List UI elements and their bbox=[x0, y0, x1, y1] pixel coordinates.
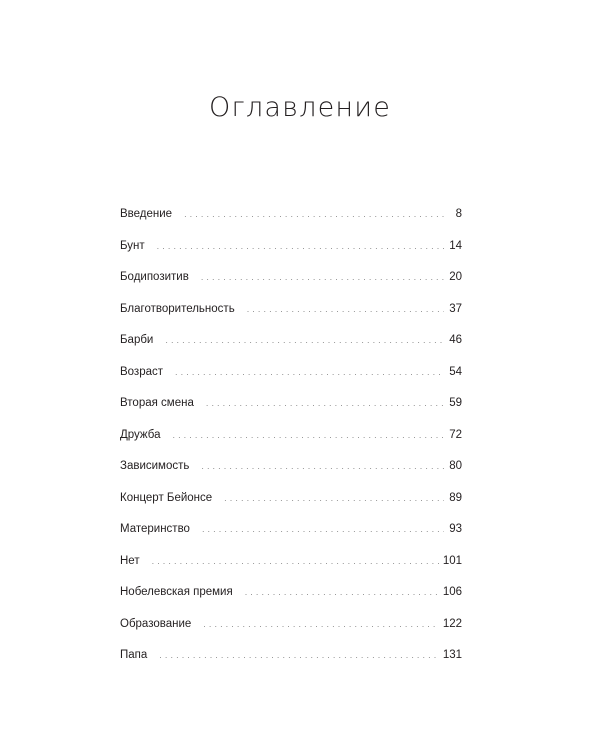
toc-dot-leader bbox=[201, 267, 444, 287]
toc-page-number: 8 bbox=[455, 208, 462, 220]
toc-page-number: 72 bbox=[449, 428, 462, 441]
toc-page-number: 54 bbox=[449, 365, 462, 378]
toc-entry-label: Бунт bbox=[120, 239, 145, 252]
toc-entry-label: Материнство bbox=[120, 523, 190, 535]
toc-entry-label: Зависимость bbox=[120, 460, 190, 472]
toc-entry-label: Образование bbox=[120, 617, 192, 630]
toc-dot-leader bbox=[203, 614, 439, 634]
toc-entry[interactable] bbox=[120, 425, 462, 457]
toc-page-number: 80 bbox=[449, 460, 462, 472]
toc-page-number: 14 bbox=[449, 239, 462, 252]
toc-page-number: 93 bbox=[449, 523, 462, 535]
toc-dot-leader bbox=[206, 393, 444, 413]
toc-entry[interactable] bbox=[120, 204, 462, 236]
toc-dot-leader bbox=[172, 425, 444, 445]
toc-page-number: 131 bbox=[442, 649, 462, 661]
toc-dot-leader bbox=[247, 299, 444, 319]
toc-entry-label: Возраст bbox=[120, 365, 164, 378]
toc-entry[interactable] bbox=[120, 330, 462, 362]
table-of-contents bbox=[120, 204, 462, 677]
toc-entry[interactable] bbox=[120, 393, 462, 425]
toc-page-number: 106 bbox=[442, 586, 462, 598]
toc-dot-leader bbox=[157, 236, 444, 256]
toc-page-number: 20 bbox=[449, 271, 462, 283]
toc-dot-leader bbox=[152, 551, 439, 571]
toc-dot-leader bbox=[184, 204, 444, 224]
toc-entry-label: Концерт Бейонсе bbox=[120, 491, 213, 504]
toc-entry-label: Нет bbox=[120, 554, 140, 567]
toc-dot-leader bbox=[245, 582, 439, 602]
toc-entry[interactable] bbox=[120, 488, 462, 520]
toc-dot-leader bbox=[159, 645, 439, 665]
toc-entry[interactable] bbox=[120, 267, 462, 299]
toc-page-number: 89 bbox=[449, 491, 462, 504]
toc-entry[interactable] bbox=[120, 362, 462, 394]
toc-entry-label: Введение bbox=[120, 208, 173, 220]
toc-dot-leader bbox=[202, 519, 444, 539]
toc-dot-leader bbox=[165, 330, 444, 350]
toc-page-number: 122 bbox=[442, 617, 462, 630]
toc-entry-label: Дружба bbox=[120, 428, 161, 441]
toc-page-number: 59 bbox=[449, 397, 462, 409]
toc-entry[interactable] bbox=[120, 456, 462, 488]
toc-page-number: 101 bbox=[442, 554, 462, 567]
toc-entry-label: Благотворительность bbox=[120, 302, 235, 315]
toc-dot-leader bbox=[175, 362, 444, 382]
toc-entry[interactable] bbox=[120, 614, 462, 646]
toc-page-number: 46 bbox=[449, 334, 462, 346]
toc-page-number: 37 bbox=[449, 302, 462, 315]
toc-entry-label: Бодипозитив bbox=[120, 271, 189, 283]
toc-entry-label: Папа bbox=[120, 649, 148, 661]
toc-entry[interactable] bbox=[120, 299, 462, 331]
toc-entry[interactable] bbox=[120, 645, 462, 677]
toc-entry[interactable] bbox=[120, 551, 462, 583]
page-title: Оглавление bbox=[208, 92, 392, 124]
toc-entry[interactable] bbox=[120, 582, 462, 614]
toc-entry-label: Барби bbox=[120, 334, 154, 346]
toc-entry-label: Нобелевская премия bbox=[120, 586, 233, 598]
toc-entry[interactable] bbox=[120, 519, 462, 551]
toc-entry[interactable] bbox=[120, 236, 462, 268]
toc-entry-label: Вторая смена bbox=[120, 397, 194, 409]
toc-dot-leader bbox=[201, 456, 444, 476]
toc-dot-leader bbox=[224, 488, 444, 508]
